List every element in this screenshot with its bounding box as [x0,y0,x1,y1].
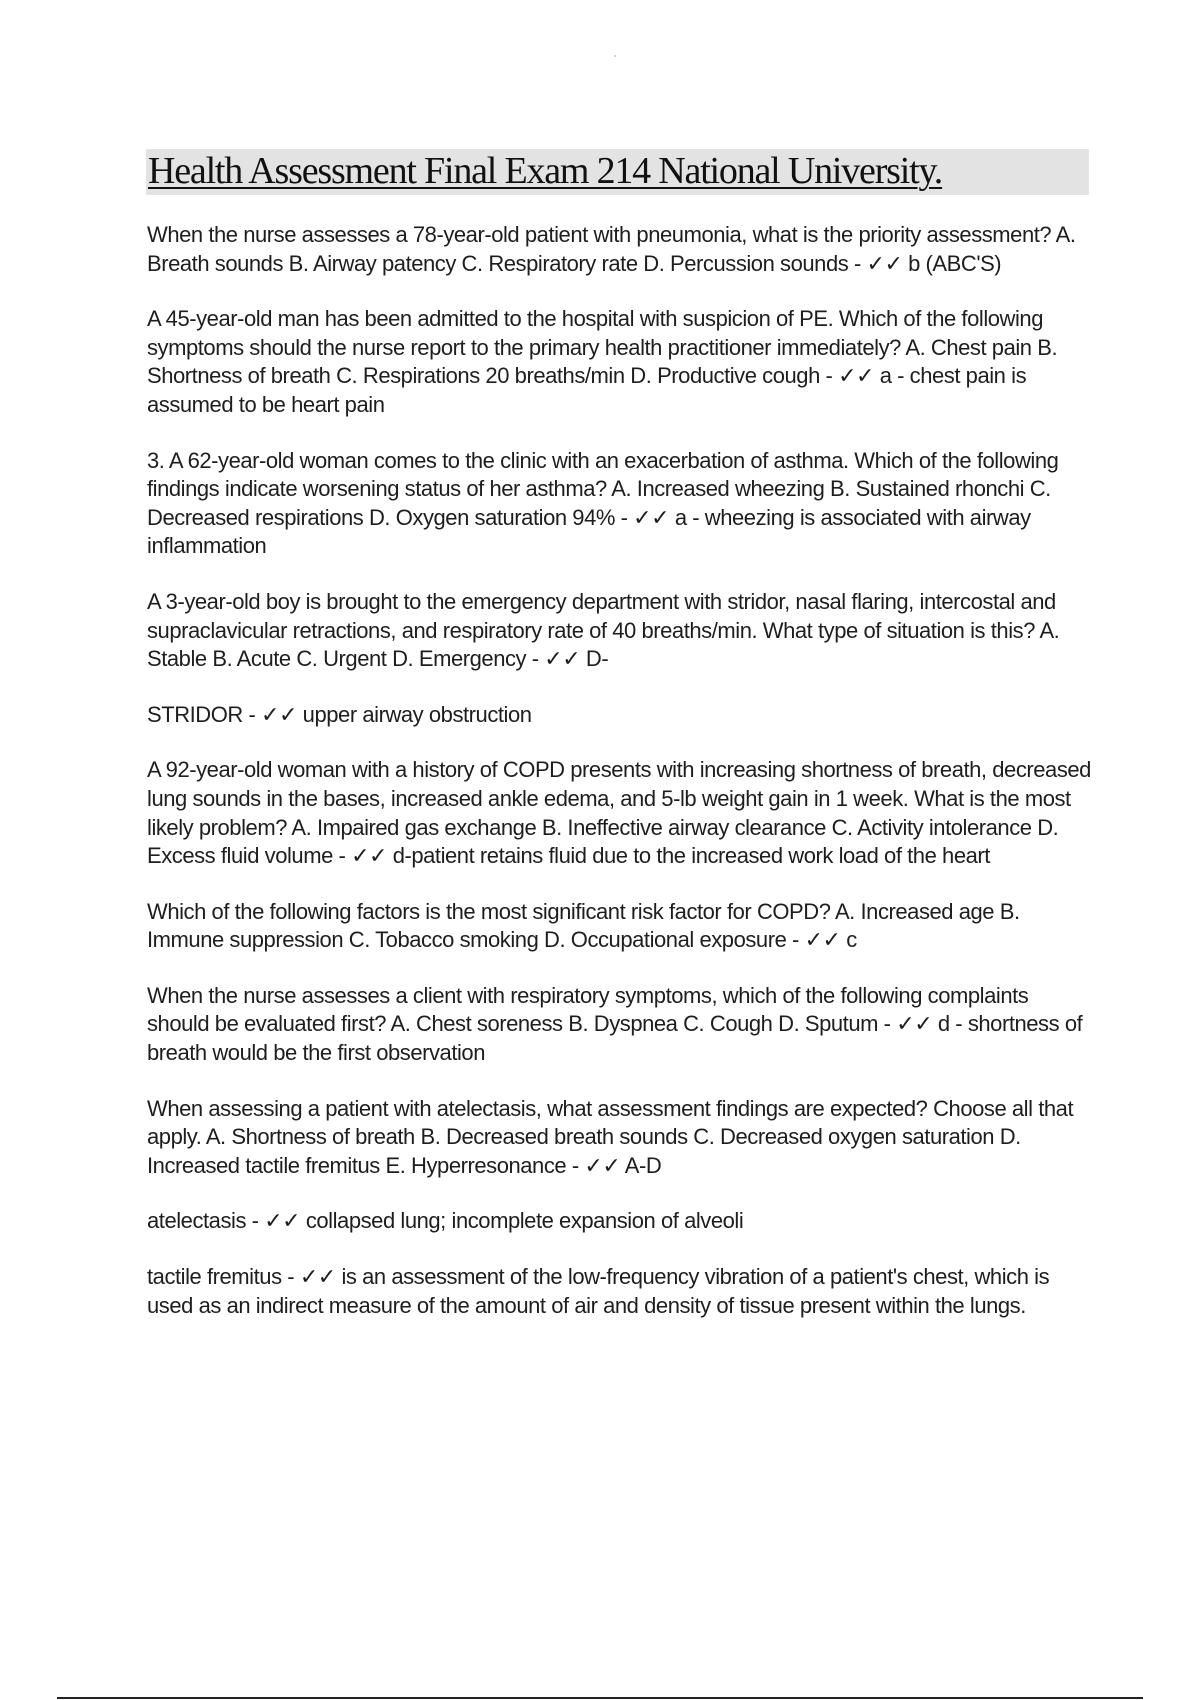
definition-atelectasis: atelectasis - ✓✓ collapsed lung; incomplete expansion of alveoli [147,1208,744,1234]
question-atelectasis-findings: When assessing a patient with atelectasis, what assessment findings are expected? Choose all that apply. A. Shortness of breath B. Decreased breath sounds C. Decreased oxygen saturation D. Increased tactile fremitus E. Hyperresonance - ✓✓ A-D [147,1095,1074,1178]
question-copd-risk-factor: Which of the following factors is the most significant risk factor for COPD? A. Increased age B. Immune suppression C. Tobacco smoking D. Occupational exposure - ✓✓ c [147,898,1020,953]
definition-stridor: STRIDOR - ✓✓ upper airway obstruction [147,701,532,727]
question-stridor-child: A 3-year-old boy is brought to the emergency department with stridor, nasal flaring, intercostal and supraclavicular retractions, and respiratory rate of 40 breaths/min. What type of situation is this? A. Stable B. Acute C. Urgent D. Emergency - ✓✓ D- [147,588,1060,672]
document-title: Health Assessment Final Exam 214 National University. [148,150,943,192]
scan-speck [614,55,616,57]
question-priority-assessment: When the nurse assesses a 78-year-old patient with pneumonia, what is the priority assessment? A. Breath sounds B. Airway patency C. Respiratory rate D. Percussion sounds - ✓✓ b (ABC'S) [147,222,1076,276]
document-body [147,221,1092,1347]
question-pulmonary-embolism: A 45-year-old man has been admitted to the hospital with suspicion of PE. Which of the following symptoms should the nurse report to the primary health practitioner immediately? A. Chest pain B. Shortness of breath C. Respirations 20 breaths/min D. Productive cough - ✓✓ a - chest pain is assumed to be heart pain [147,306,1058,417]
question-respiratory-complaints: When the nurse assesses a client with respiratory symptoms, which of the following complaints should be evaluated first? A. Chest soreness B. Dyspnea C. Cough D. Sputum - ✓✓ d - shortness of breath would be the first observation [147,982,1083,1066]
question-copd-fluid: A 92-year-old woman with a history of COPD presents with increasing shortness of breath, decreased lung sounds in the bases, increased ankle edema, and 5-lb weight gain in 1 week. What is the most likely problem? A. Impaired gas exchange B. Ineffective airway clearance C. Activity intolerance D. Excess fluid volume - ✓✓ d-patient retains fluid due to the increased work load of the heart [147,757,1091,869]
definition-tactile-fremitus: tactile fremitus - ✓✓ is an assessment of the low-frequency vibration of a patient's chest, which is used as an indirect measure of the amount of air and density of tissue present within the lungs. [147,1264,1050,1318]
question-asthma-exacerbation: 3. A 62-year-old woman comes to the clinic with an exacerbation of asthma. Which of the following findings indicate worsening status of her asthma? A. Increased wheezing B. Sustained rhonchi C. Decreased respirations D. Oxygen saturation 94% - ✓✓ a - wheezing is associated with airway inflammation [147,447,1059,559]
page-bottom-rule [57,1697,1143,1699]
